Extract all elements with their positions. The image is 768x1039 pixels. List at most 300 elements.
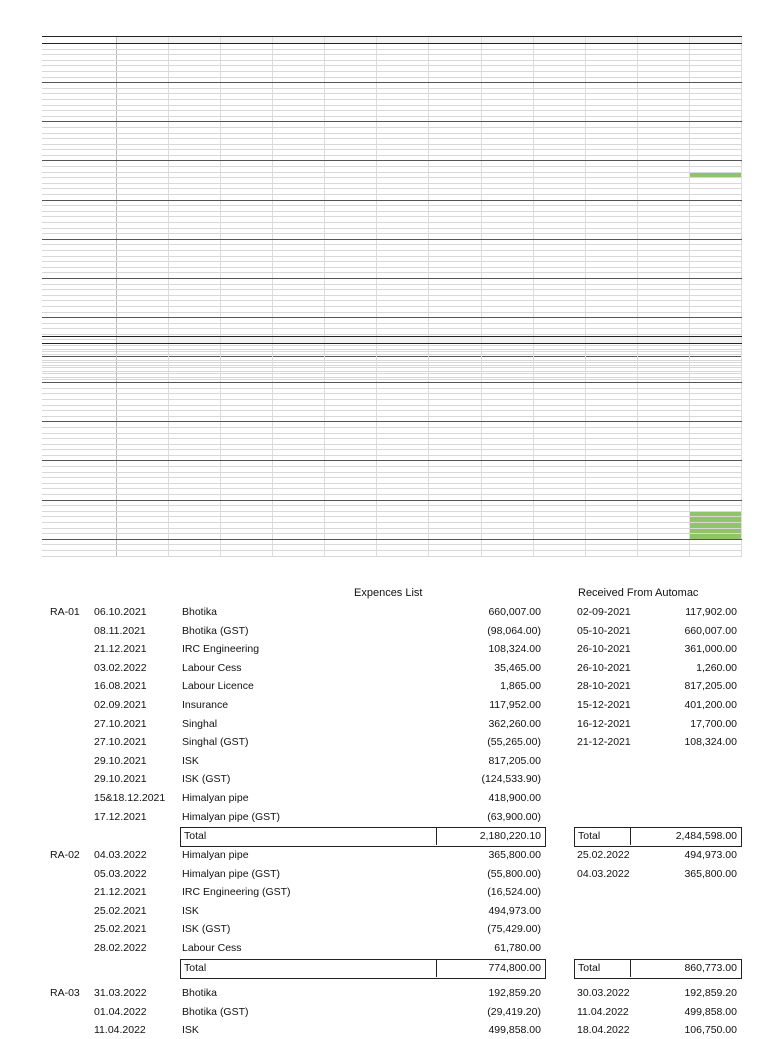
sheet-cell	[638, 355, 690, 360]
sheet-cell	[221, 411, 273, 416]
sheet-cell	[690, 195, 742, 200]
sheet-cell	[273, 467, 325, 472]
expense-date: 25.02.2021	[94, 904, 147, 917]
sheet-cell	[638, 344, 690, 349]
sheet-cell	[638, 484, 690, 489]
sheet-cell	[638, 223, 690, 228]
sheet-cell	[377, 512, 429, 517]
sheet-cell	[482, 344, 534, 349]
sheet-cell	[325, 545, 377, 550]
sheet-cell	[638, 517, 690, 522]
sheet-cell	[534, 473, 586, 478]
sheet-cell	[377, 318, 429, 323]
sheet-cell	[429, 545, 481, 550]
sheet-cell	[534, 128, 586, 133]
sheet-cell	[638, 350, 690, 355]
sheet-row-label	[42, 78, 117, 83]
sheet-cell	[482, 473, 534, 478]
expenses-title: Expences List	[354, 587, 423, 599]
sheet-cell	[482, 501, 534, 506]
sheet-cell	[273, 389, 325, 394]
sheet-cell	[325, 551, 377, 556]
sheet-cell	[690, 66, 742, 71]
sheet-header-cell	[169, 337, 221, 343]
sheet-cell	[586, 378, 638, 383]
sheet-cell	[586, 156, 638, 161]
sheet-cell	[221, 117, 273, 122]
sheet-cell	[638, 66, 690, 71]
sheet-cell	[273, 411, 325, 416]
sheet-cell	[638, 378, 690, 383]
sheet-row-label	[42, 523, 117, 528]
sheet-row-label	[42, 512, 117, 517]
sheet-cell	[273, 506, 325, 511]
sheet-cell	[221, 372, 273, 377]
sheet-cell	[586, 217, 638, 222]
sheet-cell	[273, 94, 325, 99]
sheet-cell	[690, 134, 742, 139]
sheet-cell	[221, 273, 273, 278]
sheet-cell	[221, 467, 273, 472]
sheet-row-label	[42, 307, 117, 312]
sheet-cell	[429, 473, 481, 478]
sheet-row-label	[42, 223, 117, 228]
expense-total-divider	[436, 827, 437, 845]
sheet-cell	[482, 355, 534, 360]
sheet-cell	[586, 439, 638, 444]
sheet-cell	[482, 61, 534, 66]
sheet-cell	[638, 245, 690, 250]
sheet-cell	[221, 229, 273, 234]
sheet-cell	[429, 329, 481, 334]
sheet-cell	[482, 545, 534, 550]
sheet-row-label	[42, 344, 117, 349]
received-date: 15-12-2021	[577, 699, 631, 711]
sheet-cell	[325, 122, 377, 127]
sheet-cell	[221, 400, 273, 405]
sheet-cell	[482, 195, 534, 200]
sheet-cell	[325, 445, 377, 450]
sheet-cell	[482, 313, 534, 318]
sheet-cell	[690, 206, 742, 211]
sheet-cell	[586, 389, 638, 394]
expense-desc: ISK (GST)	[182, 773, 231, 786]
sheet-cell	[690, 145, 742, 150]
sheet-cell	[169, 366, 221, 371]
sheet-cell	[117, 366, 169, 371]
sheet-cell	[638, 296, 690, 301]
sheet-cell	[586, 406, 638, 411]
sheet-cell	[690, 212, 742, 217]
sheet-cell	[638, 417, 690, 422]
sheet-cell	[638, 195, 690, 200]
sheet-row-label	[42, 296, 117, 301]
sheet-cell	[638, 434, 690, 439]
sheet-cell	[169, 206, 221, 211]
sheet-cell	[117, 378, 169, 383]
sheet-cell	[690, 100, 742, 105]
sheet-cell	[377, 240, 429, 245]
sheet-cell	[534, 50, 586, 55]
sheet-cell	[377, 257, 429, 262]
sheet-cell	[429, 184, 481, 189]
sheet-cell	[638, 313, 690, 318]
sheet-cell	[586, 517, 638, 522]
sheet-cell	[690, 290, 742, 295]
expense-desc: Singhal	[182, 717, 218, 730]
received-amount: 494,973.00	[684, 849, 737, 861]
sheet-cell	[690, 324, 742, 329]
sheet-cell	[377, 206, 429, 211]
sheet-cell	[117, 229, 169, 234]
sheet-row-label	[42, 206, 117, 211]
sheet-cell	[429, 394, 481, 399]
received-total-label: Total	[578, 830, 601, 843]
sheet-cell	[221, 251, 273, 256]
sheet-cell	[221, 461, 273, 466]
sheet-cell	[638, 383, 690, 388]
sheet-row-label	[42, 383, 117, 388]
expense-amount: 817,205.00	[488, 754, 541, 767]
expense-total-label: Total	[184, 961, 207, 974]
sheet-cell	[482, 189, 534, 194]
sheet-cell	[638, 240, 690, 245]
sheet-cell	[482, 150, 534, 155]
sheet-cell	[377, 394, 429, 399]
sheet-cell	[429, 178, 481, 183]
sheet-cell	[221, 290, 273, 295]
received-total-value: 860,773.00	[684, 961, 737, 974]
sheet-cell	[169, 307, 221, 312]
sheet-cell	[377, 66, 429, 71]
sheet-cell	[325, 167, 377, 172]
sheet-cell	[690, 279, 742, 284]
sheet-cell	[482, 117, 534, 122]
sheet-cell	[586, 456, 638, 461]
sheet-cell	[273, 223, 325, 228]
sheet-cell	[690, 89, 742, 94]
sheet-cell	[377, 173, 429, 178]
sheet-cell	[638, 534, 690, 539]
sheet-cell	[534, 383, 586, 388]
sheet-cell	[534, 257, 586, 262]
expense-desc: Himalyan pipe (GST)	[182, 810, 281, 823]
sheet-cell	[221, 44, 273, 49]
sheet-cell	[273, 111, 325, 116]
sheet-cell	[429, 128, 481, 133]
sheet-cell	[273, 350, 325, 355]
sheet-cell	[638, 512, 690, 517]
sheet-cell	[586, 111, 638, 116]
sheet-cell	[325, 406, 377, 411]
sheet-cell	[534, 145, 586, 150]
sheet-cell	[169, 55, 221, 60]
sheet-cell	[482, 434, 534, 439]
sheet-cell	[273, 78, 325, 83]
sheet-cell	[325, 212, 377, 217]
sheet-cell	[482, 268, 534, 273]
sheet-cell	[534, 484, 586, 489]
sheet-cell	[117, 534, 169, 539]
sheet-cell	[429, 117, 481, 122]
sheet-cell	[429, 324, 481, 329]
expense-amount: (29,419.20)	[487, 1005, 541, 1018]
sheet-cell	[429, 456, 481, 461]
sheet-cell	[534, 467, 586, 472]
expense-desc: IRC Engineering (GST)	[182, 886, 291, 899]
sheet-cell	[221, 150, 273, 155]
sheet-cell	[586, 383, 638, 388]
sheet-cell	[117, 44, 169, 49]
sheet-row-label	[42, 361, 117, 366]
sheet-cell	[429, 318, 481, 323]
sheet-cell	[429, 279, 481, 284]
sheet-cell	[273, 434, 325, 439]
sheet-cell	[429, 411, 481, 416]
sheet-cell	[534, 229, 586, 234]
sheet-cell	[482, 361, 534, 366]
sheet-cell	[638, 139, 690, 144]
sheet-cell	[273, 301, 325, 306]
sheet-cell	[325, 50, 377, 55]
sheet-cell	[482, 417, 534, 422]
sheet-cell	[377, 383, 429, 388]
sheet-cell	[690, 55, 742, 60]
sheet-cell	[221, 489, 273, 494]
sheet-cell	[273, 439, 325, 444]
expense-amount: (55,800.00)	[487, 867, 541, 880]
expense-desc: Himalyan pipe	[182, 849, 249, 861]
sheet-header-cell	[586, 37, 638, 43]
sheet-cell	[429, 301, 481, 306]
sheet-cell	[586, 139, 638, 144]
sheet-cell	[273, 279, 325, 284]
sheet-row-label	[42, 478, 117, 483]
sheet-cell	[586, 529, 638, 534]
sheet-cell	[221, 428, 273, 433]
sheet-cell	[638, 361, 690, 366]
sheet-cell	[534, 489, 586, 494]
sheet-cell	[169, 78, 221, 83]
sheet-cell	[586, 72, 638, 77]
sheet-cell	[325, 473, 377, 478]
sheet-cell	[117, 128, 169, 133]
sheet-cell	[377, 285, 429, 290]
sheet-cell	[377, 122, 429, 127]
sheet-cell	[638, 145, 690, 150]
sheet-cell	[221, 529, 273, 534]
sheet-cell	[169, 173, 221, 178]
received-amount: 660,007.00	[684, 624, 737, 637]
sheet-cell	[169, 523, 221, 528]
sheet-row-label	[42, 89, 117, 94]
sheet-cell	[117, 150, 169, 155]
received-amount: 401,200.00	[684, 699, 737, 711]
sheet-cell	[429, 512, 481, 517]
sheet-cell	[377, 61, 429, 66]
sheet-cell	[638, 428, 690, 433]
sheet-cell	[638, 83, 690, 88]
sheet-cell	[534, 296, 586, 301]
sheet-cell	[221, 257, 273, 262]
expense-amount: 61,780.00	[494, 942, 541, 954]
expense-date: 25.02.2021	[94, 923, 147, 936]
sheet-cell	[586, 178, 638, 183]
sheet-cell	[325, 540, 377, 545]
sheet-row-label	[42, 83, 117, 88]
sheet-cell	[586, 117, 638, 122]
sheet-cell	[377, 83, 429, 88]
sheet-row-label	[42, 268, 117, 273]
sheet-cell	[534, 44, 586, 49]
sheet-cell	[117, 173, 169, 178]
sheet-cell	[586, 285, 638, 290]
sheet-cell	[377, 212, 429, 217]
sheet-cell	[325, 100, 377, 105]
sheet-cell	[169, 461, 221, 466]
sheet-cell	[377, 400, 429, 405]
sheet-cell	[429, 389, 481, 394]
sheet-cell	[117, 456, 169, 461]
sheet-cell	[690, 201, 742, 206]
sheet-cell	[429, 50, 481, 55]
sheet-cell	[690, 461, 742, 466]
sheet-cell	[169, 178, 221, 183]
received-amount: 365,800.00	[684, 867, 737, 880]
sheet-cell	[482, 428, 534, 433]
sheet-cell	[482, 240, 534, 245]
sheet-cell	[169, 106, 221, 111]
sheet-cell	[377, 529, 429, 534]
sheet-cell	[482, 145, 534, 150]
sheet-cell	[377, 94, 429, 99]
expense-date: 29.10.2021	[94, 754, 147, 767]
sheet-row-label	[42, 506, 117, 511]
sheet-cell	[429, 450, 481, 455]
sheet-cell	[169, 89, 221, 94]
sheet-cell	[325, 400, 377, 405]
sheet-cell	[690, 501, 742, 506]
sheet-cell	[169, 145, 221, 150]
sheet-cell	[325, 44, 377, 49]
sheet-cell	[534, 206, 586, 211]
sheet-cell	[117, 445, 169, 450]
sheet-cell	[273, 400, 325, 405]
received-date: 30.03.2022	[577, 987, 630, 999]
sheet-cell	[117, 517, 169, 522]
sheet-cell	[221, 189, 273, 194]
sheet-row-label	[42, 161, 117, 166]
sheet-cell	[638, 501, 690, 506]
expense-date: 15&18.12.2021	[94, 792, 166, 804]
sheet-cell	[534, 523, 586, 528]
sheet-cell	[273, 484, 325, 489]
expense-desc: ISK	[182, 754, 199, 767]
sheet-cell	[534, 139, 586, 144]
sheet-cell	[638, 44, 690, 49]
received-total-divider	[630, 827, 631, 845]
sheet-cell	[169, 329, 221, 334]
sheet-cell	[325, 229, 377, 234]
sheet-cell	[429, 307, 481, 312]
sheet-cell	[534, 245, 586, 250]
sheet-cell	[690, 350, 742, 355]
sheet-cell	[482, 461, 534, 466]
sheet-row-label	[42, 55, 117, 60]
sheet-cell	[325, 173, 377, 178]
sheet-cell	[325, 361, 377, 366]
sheet-cell	[638, 150, 690, 155]
sheet-cell	[586, 206, 638, 211]
sheet-cell	[638, 212, 690, 217]
sheet-cell	[690, 523, 742, 528]
sheet-cell	[325, 184, 377, 189]
sheet-cell	[690, 445, 742, 450]
sheet-cell	[482, 517, 534, 522]
sheet-cell	[221, 240, 273, 245]
sheet-cell	[377, 422, 429, 427]
sheet-cell	[169, 540, 221, 545]
sheet-cell	[429, 61, 481, 66]
sheet-cell	[325, 66, 377, 71]
sheet-cell	[273, 189, 325, 194]
sheet-cell	[169, 279, 221, 284]
sheet-row-label	[42, 61, 117, 66]
sheet-cell	[534, 301, 586, 306]
sheet-cell	[325, 366, 377, 371]
sheet-cell	[638, 290, 690, 295]
sheet-cell	[482, 128, 534, 133]
sheet-cell	[273, 212, 325, 217]
sheet-cell	[169, 66, 221, 71]
sheet-cell	[690, 184, 742, 189]
sheet-cell	[534, 251, 586, 256]
sheet-header-cell	[638, 337, 690, 343]
sheet-cell	[690, 484, 742, 489]
sheet-row-label	[42, 355, 117, 360]
sheet-cell	[325, 467, 377, 472]
sheet-cell	[586, 134, 638, 139]
sheet-cell	[117, 106, 169, 111]
sheet-cell	[586, 61, 638, 66]
sheet-cell	[534, 117, 586, 122]
sheet-cell	[534, 366, 586, 371]
sheet-cell	[325, 456, 377, 461]
expense-amount: 365,800.00	[488, 849, 541, 861]
sheet-cell	[534, 150, 586, 155]
sheet-cell	[638, 406, 690, 411]
sheet-cell	[377, 50, 429, 55]
sheet-cell	[273, 268, 325, 273]
sheet-cell	[377, 545, 429, 550]
sheet-cell	[169, 167, 221, 172]
sheet-row-label	[42, 501, 117, 506]
sheet-cell	[169, 318, 221, 323]
sheet-cell	[534, 83, 586, 88]
received-total-divider	[630, 959, 631, 977]
sheet-cell	[638, 473, 690, 478]
sheet-cell	[534, 212, 586, 217]
sheet-cell	[690, 450, 742, 455]
sheet-cell	[377, 150, 429, 155]
sheet-cell	[117, 489, 169, 494]
sheet-cell	[117, 350, 169, 355]
sheet-cell	[117, 495, 169, 500]
sheet-cell	[325, 318, 377, 323]
sheet-row-label	[42, 257, 117, 262]
sheet-cell	[534, 551, 586, 556]
sheet-cell	[690, 257, 742, 262]
